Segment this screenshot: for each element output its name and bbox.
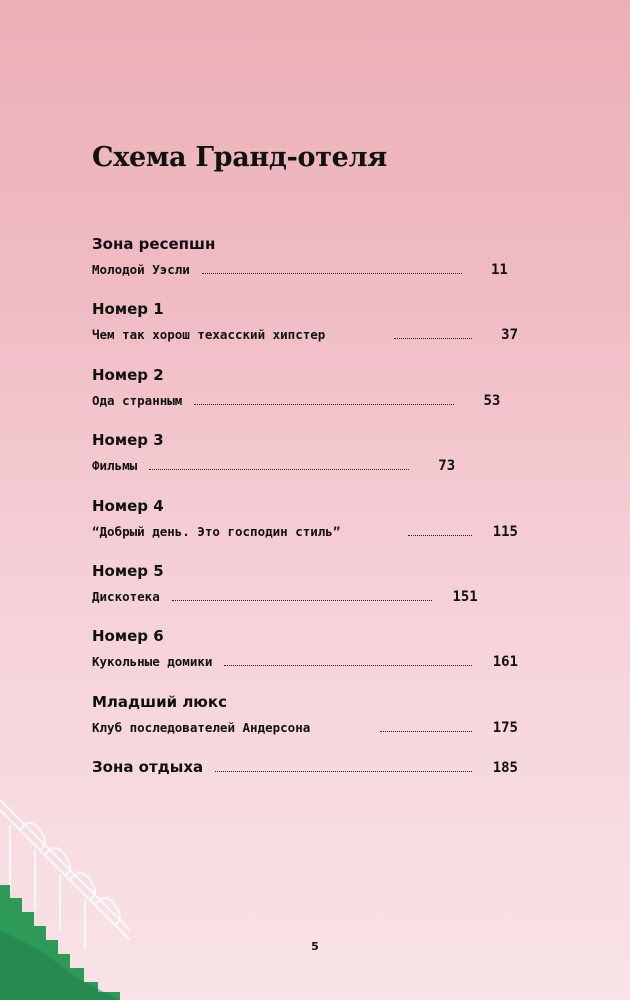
dot-leader — [408, 525, 472, 536]
section-title: Зона ресепшн — [92, 235, 216, 253]
entry-title: Молодой Уэсли — [92, 262, 190, 277]
toc-section — [92, 299, 518, 364]
toc-section — [92, 430, 518, 495]
page-number: 53 — [483, 392, 501, 409]
dot-leader — [202, 263, 462, 274]
section-title: Зона отдыха — [92, 758, 204, 777]
toc-section — [92, 234, 518, 299]
toc-section — [92, 626, 518, 691]
toc-section — [92, 692, 518, 757]
dot-leader — [172, 590, 432, 601]
entry-title: Кукольные домики — [92, 654, 213, 670]
page-number: 37 — [501, 327, 518, 344]
section-title: Номер 2 — [92, 365, 164, 384]
page-number: 115 — [492, 523, 518, 540]
dot-leader — [380, 721, 472, 732]
page-number: 151 — [452, 588, 478, 605]
toc-entry[interactable] — [92, 393, 518, 417]
toc-section — [92, 496, 518, 561]
dot-leader — [194, 394, 454, 405]
toc-entry[interactable] — [92, 458, 518, 482]
stairs-shadow — [0, 930, 120, 1000]
toc-entry[interactable] — [92, 327, 518, 351]
page-number: 73 — [438, 458, 456, 475]
entry-title: Дискотека — [92, 588, 160, 604]
dot-leader — [215, 761, 472, 772]
section-title: Младший люкс — [92, 692, 227, 711]
toc-entry[interactable] — [92, 262, 518, 286]
page-folio: 5 — [311, 940, 319, 953]
toc-entry[interactable] — [92, 589, 518, 613]
dot-leader — [224, 655, 472, 666]
entry-title: Чем так хорош техасский хипстер — [92, 327, 326, 343]
table-of-contents — [92, 234, 518, 785]
section-title: Номер 6 — [92, 627, 164, 646]
page-number: 11 — [490, 262, 508, 278]
section-title: Номер 5 — [92, 561, 164, 580]
toc-section — [92, 561, 518, 626]
entry-title: Ода странным — [92, 392, 183, 408]
staircase-illustration — [0, 780, 130, 1000]
page-number: 185 — [492, 760, 518, 777]
toc-entry[interactable] — [92, 654, 518, 678]
toc-entry-final[interactable] — [92, 757, 518, 785]
section-title: Номер 4 — [92, 496, 164, 515]
section-title: Номер 1 — [92, 300, 164, 319]
dot-leader — [394, 328, 472, 339]
page-number: 175 — [492, 719, 518, 736]
entry-title: “Добрый день. Это господин стиль” — [92, 523, 341, 539]
toc-entry[interactable] — [92, 524, 518, 548]
page-title: Схема Гранд-отеля — [92, 142, 387, 173]
toc-section — [92, 365, 518, 430]
page-number: 161 — [492, 654, 518, 671]
toc-entry[interactable] — [92, 720, 518, 744]
dot-leader — [149, 459, 409, 470]
section-title: Номер 3 — [92, 431, 164, 450]
entry-title: Клуб последователей Андерсона — [92, 719, 311, 735]
entry-title: Фильмы — [92, 458, 138, 474]
